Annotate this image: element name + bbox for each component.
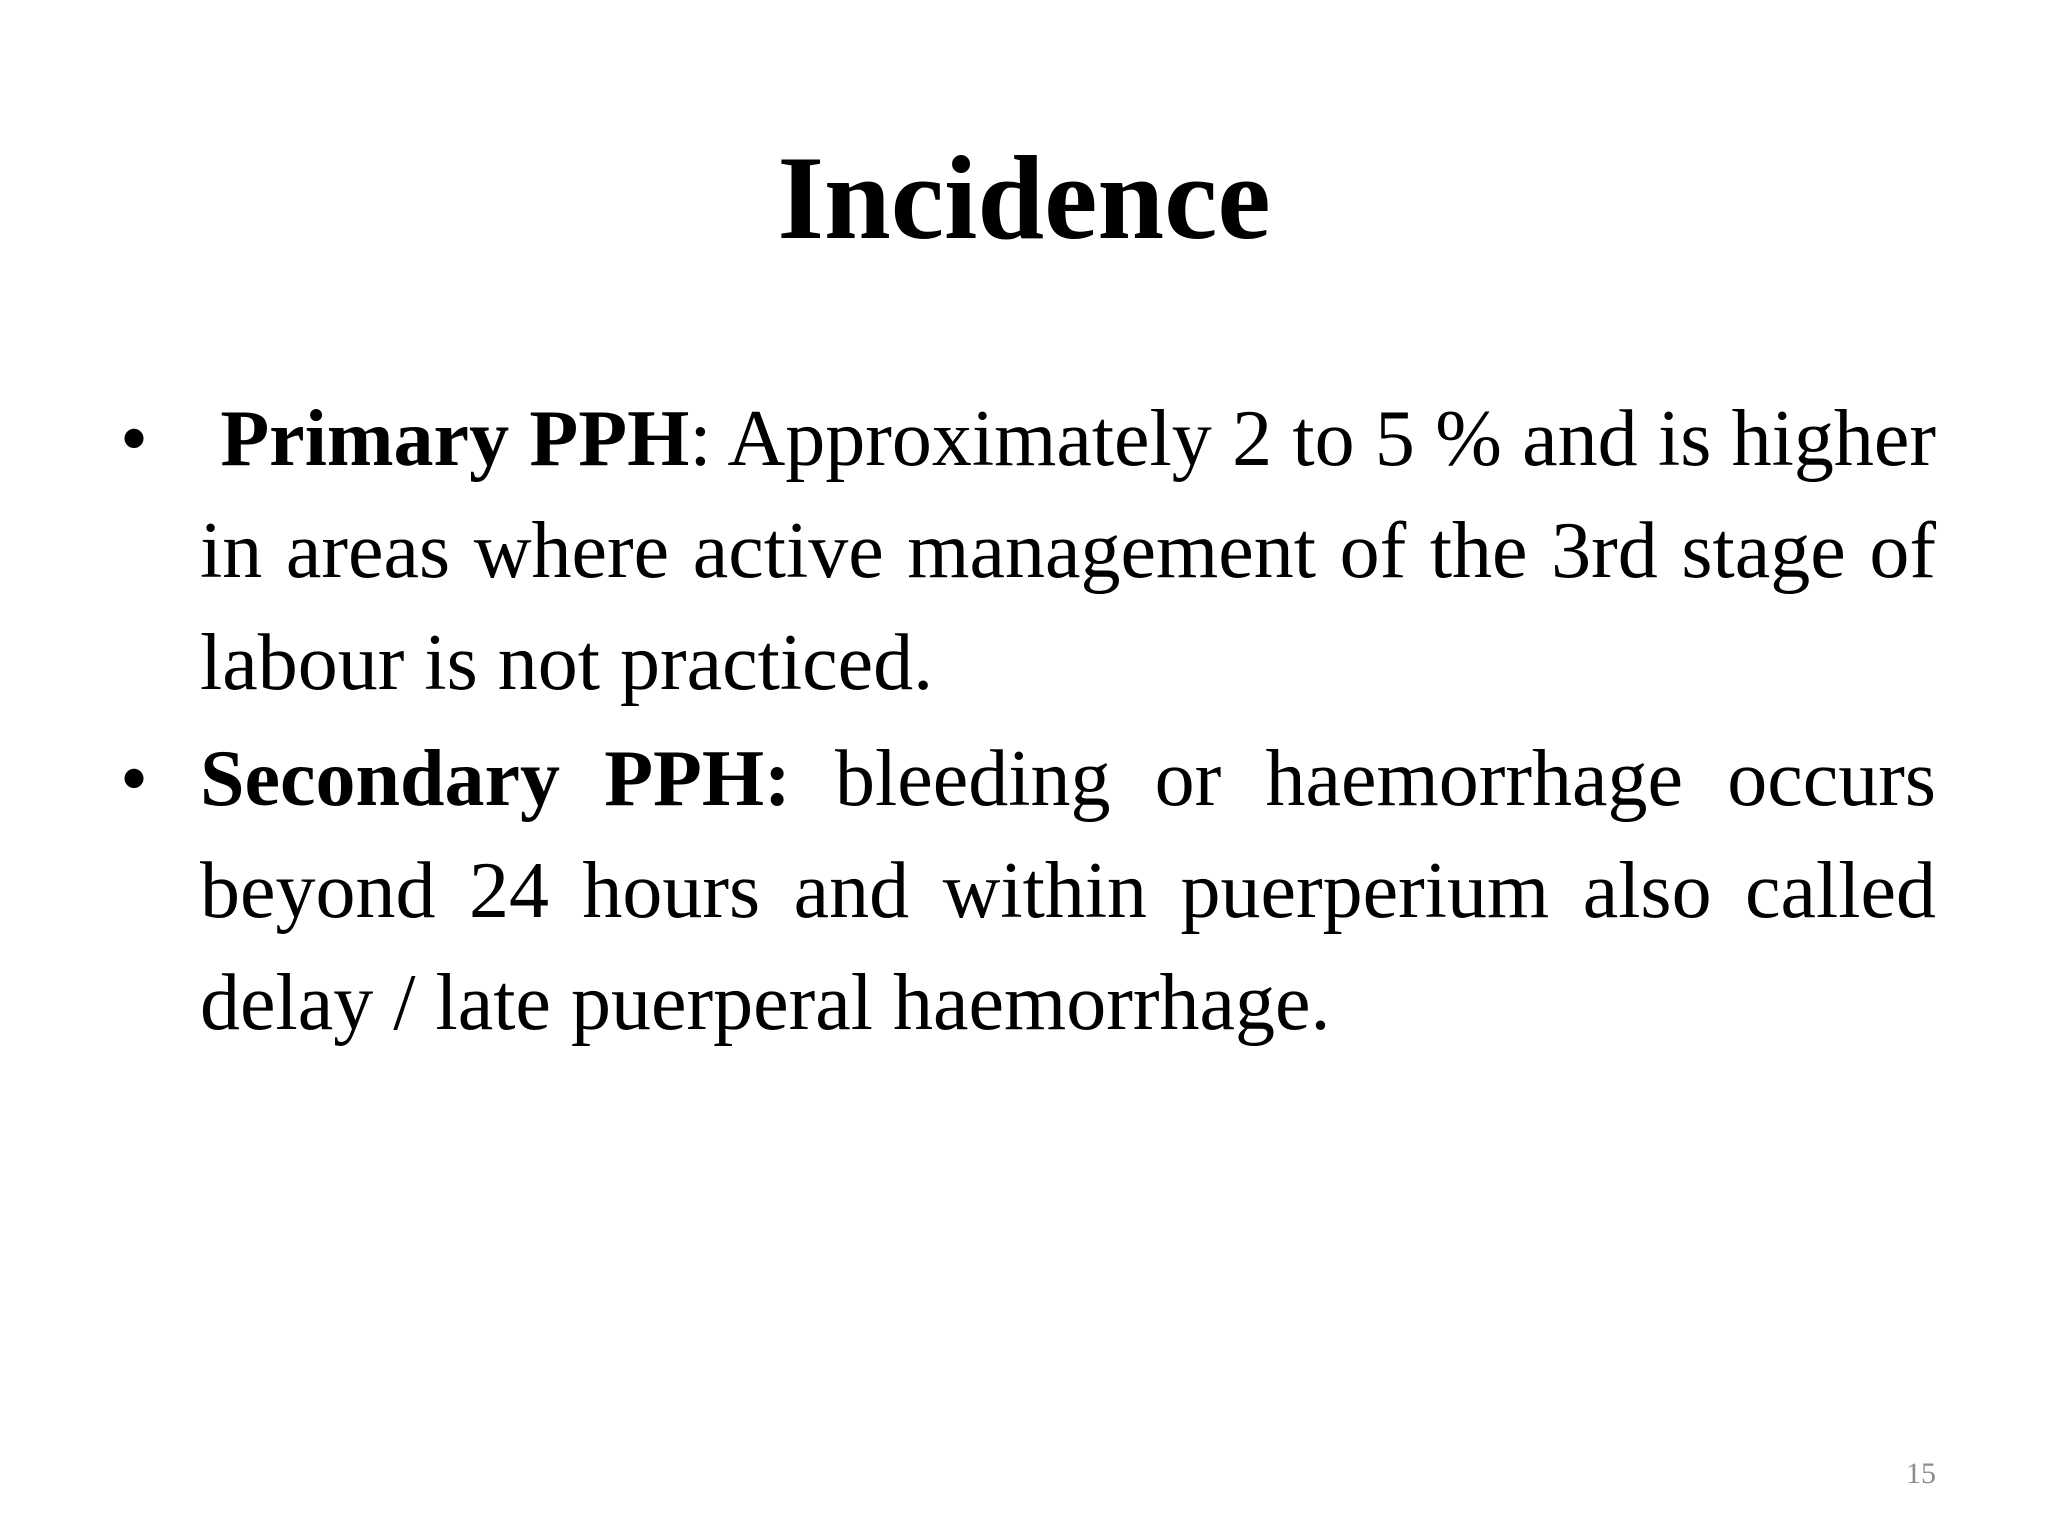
bullet-icon: • [120, 395, 149, 483]
bullet-term: Secondary PPH: [200, 735, 791, 823]
bullet-list [120, 383, 1937, 1063]
bullet-term: Primary PPH [220, 395, 690, 483]
page-number: 15 [1906, 1457, 1936, 1490]
bullet-colon: : [689, 395, 712, 483]
slide-title: Incidence [777, 131, 1271, 264]
bullet-text: Approximately 2 to 5 % and is higher in areas where active management of the 3rd stage of labour is not practiced. [200, 395, 1937, 707]
bullet-item-secondary-pph [120, 723, 1936, 1059]
bullet-icon: • [120, 735, 149, 823]
bullet-item-primary-pph [120, 383, 1937, 719]
bullet-lead-space [200, 395, 220, 483]
bullet-text: bleeding or haemorrhage occurs beyond 24 hours and within puerperium also called delay / late puerperal haemorrhage. [200, 735, 1936, 1047]
